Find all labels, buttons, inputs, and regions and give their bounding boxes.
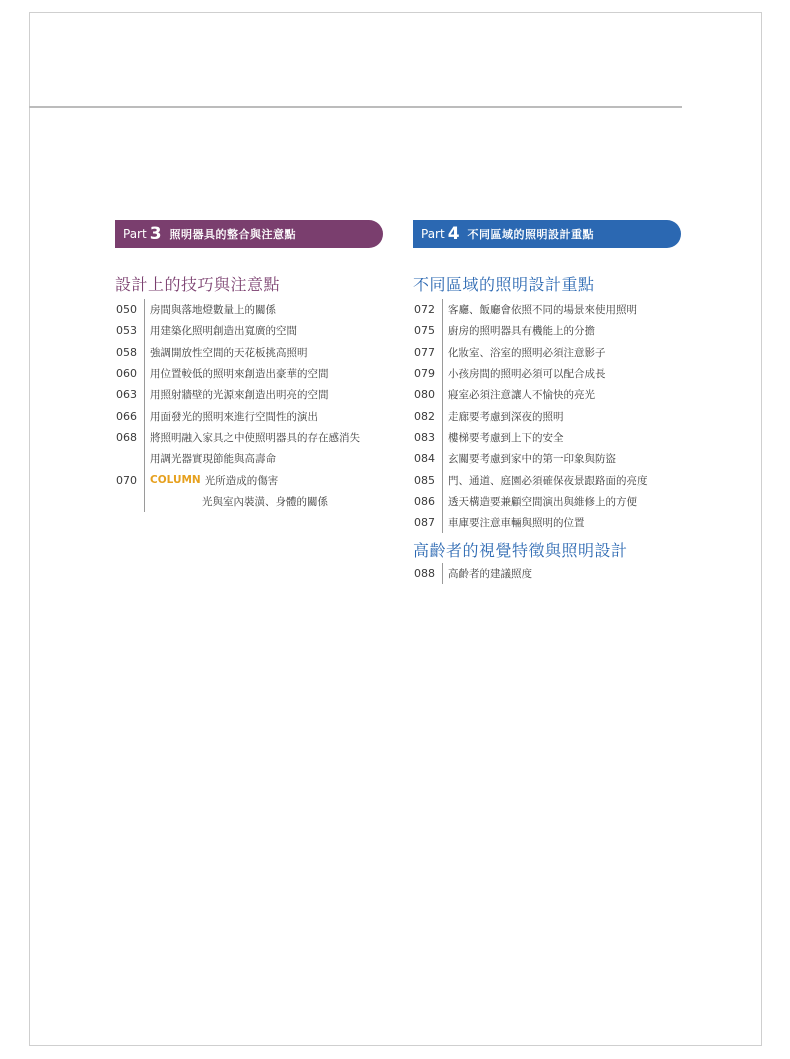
toc-page-number: 087 xyxy=(414,516,435,530)
toc-title: 化妝室、浴室的照明必須注意影子 xyxy=(448,346,606,359)
toc-row[interactable] xyxy=(116,299,360,320)
toc-page-number: 068 xyxy=(116,430,137,444)
toc-separator xyxy=(144,405,145,426)
toc-page-number: 084 xyxy=(414,452,435,466)
toc-title: 玄關要考慮到家中的第一印象與防盜 xyxy=(448,453,616,466)
toc-row[interactable] xyxy=(414,512,648,533)
toc-row[interactable] xyxy=(414,320,648,341)
toc-row[interactable] xyxy=(116,384,360,405)
toc-separator xyxy=(442,448,443,469)
toc-page-number: 063 xyxy=(116,388,137,402)
toc-row[interactable] xyxy=(116,448,360,469)
toc-title: 寢室必須注意讓人不愉快的亮光 xyxy=(448,389,595,402)
toc-title: 廚房的照明器具有機能上的分擔 xyxy=(448,325,595,338)
toc-row[interactable] xyxy=(116,491,360,512)
toc-row[interactable] xyxy=(116,363,360,384)
toc-separator xyxy=(442,427,443,448)
toc-separator xyxy=(144,384,145,405)
toc-separator xyxy=(144,427,145,448)
toc-title: 小孩房間的照明必須可以配合成長 xyxy=(448,368,606,381)
toc-title: 高齡者的建議照度 xyxy=(448,568,532,581)
toc-page-number: 077 xyxy=(414,345,435,359)
toc-title: 透天構造要兼顧空間演出與維修上的方便 xyxy=(448,495,637,508)
toc-row[interactable] xyxy=(116,342,360,363)
toc-page-number: 058 xyxy=(116,345,137,359)
toc-title: 樓梯要考慮到上下的安全 xyxy=(448,431,564,444)
toc-row[interactable] xyxy=(414,427,648,448)
toc-page-number: 086 xyxy=(414,494,435,508)
part3-section-heading: 設計上的技巧與注意點 xyxy=(115,275,281,294)
toc-title: 光與室內裝潢、身體的關係 xyxy=(202,495,328,508)
toc-title: 用調光器實現節能與高壽命 xyxy=(150,453,276,466)
toc-title: 用照射牆壁的光源來創造出明亮的空間 xyxy=(150,389,329,402)
toc-row[interactable] xyxy=(116,427,360,448)
toc-separator xyxy=(442,342,443,363)
part4-word: Part xyxy=(421,227,445,241)
toc-separator xyxy=(442,299,443,320)
part3-number: 3 xyxy=(149,223,162,244)
toc-title: 門、通道、庭園必須確保夜景跟路面的亮度 xyxy=(448,474,648,487)
part4-section-heading: 不同區域的照明設計重點 xyxy=(413,275,595,294)
page-border xyxy=(29,12,762,1046)
toc-title: 走廊要考慮到深夜的照明 xyxy=(448,410,564,423)
toc-title: 光所造成的傷害 xyxy=(204,474,279,487)
toc-row[interactable] xyxy=(414,342,648,363)
toc-page-number: 070 xyxy=(116,473,137,487)
toc-page-number: 085 xyxy=(414,473,435,487)
column-tag: COLUMN xyxy=(150,474,201,487)
toc-separator xyxy=(442,491,443,512)
part3-title: 照明器具的整合與注意點 xyxy=(169,228,297,241)
toc-page-number: 050 xyxy=(116,303,137,317)
toc-row[interactable] xyxy=(116,320,360,341)
toc-separator xyxy=(442,563,443,584)
toc-row[interactable] xyxy=(414,469,648,490)
toc-title: 用位置較低的照明來創造出豪華的空間 xyxy=(150,368,329,381)
toc-title: 車庫要注意車輛與照明的位置 xyxy=(448,517,585,530)
part4-number: 4 xyxy=(447,223,460,244)
toc-separator xyxy=(442,512,443,533)
toc-row[interactable] xyxy=(414,363,648,384)
toc-page-number: 083 xyxy=(414,430,435,444)
toc-separator xyxy=(144,320,145,341)
part3-word: Part xyxy=(123,227,147,241)
toc-separator xyxy=(144,299,145,320)
toc-title: 用建築化照明創造出寬廣的空間 xyxy=(150,325,297,338)
toc-row[interactable] xyxy=(414,448,648,469)
toc-title: 用面發光的照明來進行空間性的演出 xyxy=(150,410,318,423)
toc-page-number: 082 xyxy=(414,409,435,423)
toc-row-column[interactable] xyxy=(116,469,360,490)
toc-page-number: 079 xyxy=(414,367,435,381)
toc-title: 客廳、飯廳會依照不同的場景來使用照明 xyxy=(448,304,637,317)
toc-page-number: 066 xyxy=(116,409,137,423)
part4-section-heading-2: 高齡者的視覺特徵與照明設計 xyxy=(413,541,628,560)
toc-separator xyxy=(144,342,145,363)
toc-page-number: 072 xyxy=(414,303,435,317)
toc-separator xyxy=(442,469,443,490)
toc-separator xyxy=(144,448,145,469)
part4-title: 不同區域的照明設計重點 xyxy=(467,228,595,241)
part3-banner xyxy=(115,220,383,248)
toc-row[interactable] xyxy=(116,405,360,426)
toc-row[interactable] xyxy=(414,384,648,405)
toc-title: 將照明融入家具之中使照明器具的存在感消失 xyxy=(150,431,360,444)
toc-page-number: 080 xyxy=(414,388,435,402)
toc-separator xyxy=(144,363,145,384)
toc-separator xyxy=(144,469,145,490)
toc-row[interactable] xyxy=(414,491,648,512)
toc-separator xyxy=(442,363,443,384)
part4-banner xyxy=(413,220,681,248)
part3-toc xyxy=(116,299,360,512)
toc-separator xyxy=(442,320,443,341)
toc-row[interactable] xyxy=(414,405,648,426)
toc-separator xyxy=(442,405,443,426)
toc-page-number: 075 xyxy=(414,324,435,338)
part4-toc xyxy=(414,299,648,533)
toc-page-number: 053 xyxy=(116,324,137,338)
part4-toc-2 xyxy=(414,563,532,584)
toc-separator xyxy=(144,491,145,512)
top-rule xyxy=(29,106,682,108)
toc-page-number: 088 xyxy=(414,567,435,581)
toc-title: 強調開放性空間的天花板挑高照明 xyxy=(150,346,308,359)
toc-separator xyxy=(442,384,443,405)
toc-row[interactable] xyxy=(414,563,532,584)
toc-row[interactable] xyxy=(414,299,648,320)
toc-page-number: 060 xyxy=(116,367,137,381)
toc-title: 房間與落地燈數量上的關係 xyxy=(150,304,276,317)
